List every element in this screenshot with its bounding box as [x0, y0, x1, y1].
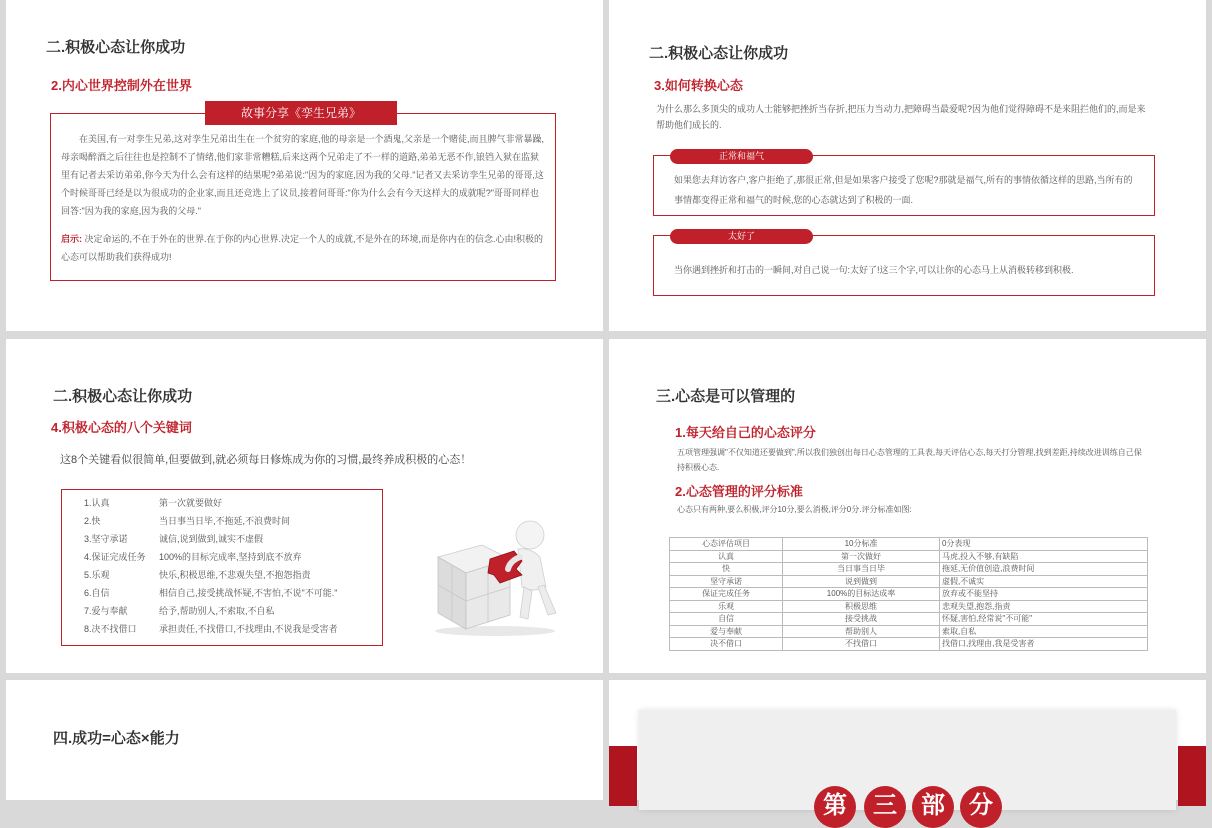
keyword-name: 6.自信 — [84, 588, 110, 598]
keyword-row — [84, 603, 275, 619]
table-cell: 马虎,投入不够,有缺陷 — [939, 550, 1147, 563]
section-char: 分 — [960, 786, 1002, 828]
insight-text: 决定命运的,不在于外在的世界.在于你的内心世界.决定一个人的成就,不是外在的环境,而是你内在的信念.心由!积极的心态可以帮助我们获得成功! — [61, 234, 544, 262]
slide-6 — [609, 680, 1206, 819]
keyword-row — [84, 513, 290, 529]
table-header-cell: 10分标准 — [783, 538, 940, 551]
keyword-row — [84, 567, 311, 583]
story-box — [50, 113, 556, 281]
box-tag: 太好了 — [670, 229, 813, 244]
keywords-box — [61, 489, 383, 646]
story-tag: 故事分享《孪生兄弟》 — [205, 101, 397, 125]
table-cell: 第一次做好 — [783, 550, 940, 563]
table-cell: 决不借口 — [670, 638, 783, 651]
table-cell: 乐观 — [670, 600, 783, 613]
table-row — [670, 625, 1148, 638]
table-cell: 接受挑战 — [783, 613, 940, 626]
table-cell: 帮助别人 — [783, 625, 940, 638]
insight-label: 启示: — [61, 234, 82, 244]
table-cell: 不找借口 — [783, 638, 940, 651]
table-cell: 悲观失望,抱怨,指责 — [939, 600, 1147, 613]
story-text: 在美国,有一对孪生兄弟,这对孪生兄弟出生在一个贫穷的家庭,他的母亲是一个酒鬼,父亲是一个赌徒,而且脾气非常暴躁,母亲喝醉酒之后往往也是控制不了情绪,他们家非常糟糕,后来这两个兄弟走了不一样的道路,弟弟无恶不作,锒铛入狱在监狱里有记者去采访弟弟,你今天为什么会有这样的结果呢?弟弟说:"因为的家庭,因为我的父母."记者又去采访孪生兄弟的哥哥,这个时候哥哥已经是以为很成功的企业家,而且还竞选上了议员,接着问哥哥:"你为什么会有今天这样大的成就呢?"哥哥同样也回答:"因为我的家庭,因为我的父母." — [61, 134, 545, 216]
keyword-name: 2.快 — [84, 516, 101, 526]
table-cell: 当日事当日毕 — [783, 563, 940, 576]
section-char: 第 — [814, 786, 856, 828]
keyword-name: 3.坚守承诺 — [84, 534, 128, 544]
table-row — [670, 588, 1148, 601]
table-row — [670, 600, 1148, 613]
table-cell: 积极思维 — [783, 600, 940, 613]
keyword-name: 7.爱与奉献 — [84, 606, 128, 616]
table-header-row — [670, 538, 1148, 551]
table-cell: 坚守承诺 — [670, 575, 783, 588]
section-title: 四.成功=心态×能力 — [53, 730, 180, 747]
insight — [61, 230, 547, 266]
section-title: 三.心态是可以管理的 — [656, 388, 796, 405]
paragraph-2: 心态只有两种,要么积极,评分10分,要么消极,评分0分.评分标准如图: — [677, 505, 912, 514]
subtitle: 4.积极心态的八个关键词 — [51, 420, 192, 435]
box-text: 如果您去拜访客户,客户拒绝了,那很正常,但是如果客户接受了您呢?那就是福气,所有的事情依循这样的思路,当所有的事情都变得正常和福气的时候,您的心态就达到了积极的一面. — [674, 175, 1133, 205]
table-row — [670, 550, 1148, 563]
puzzle-figure-illustration — [430, 517, 560, 637]
table-row — [670, 575, 1148, 588]
table-cell: 认真 — [670, 550, 783, 563]
intro-text: 为什么那么多顶尖的成功人士能够把挫折当存折,把压力当动力,把障碍当最爱呢?因为他们觉得障碍不是来阻拦他们的,而是来帮助他们成长的. — [656, 104, 1146, 130]
subtitle: 2.内心世界控制外在世界 — [51, 78, 192, 93]
keyword-name: 1.认真 — [84, 498, 110, 508]
keyword-name: 8.决不找借口 — [84, 624, 137, 634]
keyword-name: 5.乐观 — [84, 570, 110, 580]
box-great — [653, 235, 1155, 296]
section-char: 部 — [912, 786, 954, 828]
score-table — [669, 537, 1148, 651]
table-cell: 拖延,无价值创造,浪费时间 — [939, 563, 1147, 576]
box-tag: 正常和福气 — [670, 149, 813, 164]
slide-1 — [6, 0, 603, 331]
keyword-desc: 诚信,说到做到,诚实不虚假 — [159, 534, 264, 544]
table-cell: 找借口,找理由,我是受害者 — [939, 638, 1147, 651]
subtitle: 3.如何转换心态 — [654, 78, 743, 93]
keyword-row — [84, 549, 302, 565]
intro-text: 这8个关键看似很简单,但要做到,就必须每日修炼成为你的习惯,最终养成积极的心态！ — [60, 454, 472, 466]
subtitle-1: 1.每天给自己的心态评分 — [675, 425, 816, 440]
keyword-desc: 第一次就要做好 — [159, 498, 223, 508]
table-header-cell: 0分表现 — [939, 538, 1147, 551]
table-cell: 索取,自私 — [939, 625, 1147, 638]
keyword-desc: 100%的目标完成率,坚持到底不放弃 — [159, 552, 302, 562]
table-cell: 说到做到 — [783, 575, 940, 588]
section-card — [639, 710, 1176, 810]
keyword-desc: 快乐,积极思维,不悲观失望,不抱怨指责 — [159, 570, 311, 580]
section-title: 二.积极心态让你成功 — [46, 39, 186, 56]
subtitle-2: 2.心态管理的评分标准 — [675, 484, 803, 499]
table-row — [670, 638, 1148, 651]
keyword-row — [84, 621, 338, 637]
table-cell: 保证完成任务 — [670, 588, 783, 601]
keyword-row — [84, 585, 337, 601]
red-band-left — [609, 746, 637, 806]
table-cell: 爱与奉献 — [670, 625, 783, 638]
slide-4 — [609, 339, 1206, 673]
keyword-row — [84, 495, 222, 511]
keyword-desc: 相信自己,接受挑战怀疑,不害怕,不说"不可能." — [159, 588, 338, 598]
table-cell: 快 — [670, 563, 783, 576]
red-band-right — [1178, 746, 1206, 806]
table-cell: 怀疑,害怕,经常说"不可能" — [939, 613, 1147, 626]
keyword-name: 4.保证完成任务 — [84, 552, 146, 562]
box-normal-blessing — [653, 155, 1155, 216]
section-char: 三 — [864, 786, 906, 828]
table-cell: 虚假,不诚实 — [939, 575, 1147, 588]
table-cell: 自信 — [670, 613, 783, 626]
keyword-desc: 给予,帮助别人,不索取,不自私 — [159, 606, 275, 616]
table-cell: 100%的目标达成率 — [783, 588, 940, 601]
paragraph-1: 五项管理强调"不仅知道还要做到",所以我们独创出每日心态管理的工具表,每天评估心态,每天打分管理,找到差距,持续改进训练自己保持积极心态. — [677, 448, 1142, 472]
section-title: 二.积极心态让你成功 — [649, 45, 789, 62]
slide-3 — [6, 339, 603, 673]
keyword-row — [84, 531, 263, 547]
slide-2 — [609, 0, 1206, 331]
slide-5 — [6, 680, 603, 800]
keyword-desc: 承担责任,不找借口,不找理由,不说我是受害者 — [159, 624, 338, 634]
table-header-cell: 心态评估项目 — [670, 538, 783, 551]
table-cell: 放弃或不能坚持 — [939, 588, 1147, 601]
table-row — [670, 613, 1148, 626]
box-text: 当你遇到挫折和打击的一瞬间,对自己说一句:太好了!这三个字,可以让你的心态马上从消极转移到积极. — [674, 265, 1074, 275]
section-title: 二.积极心态让你成功 — [53, 388, 193, 405]
keyword-desc: 当日事当日毕,不拖延,不浪费时间 — [159, 516, 291, 526]
table-row — [670, 563, 1148, 576]
